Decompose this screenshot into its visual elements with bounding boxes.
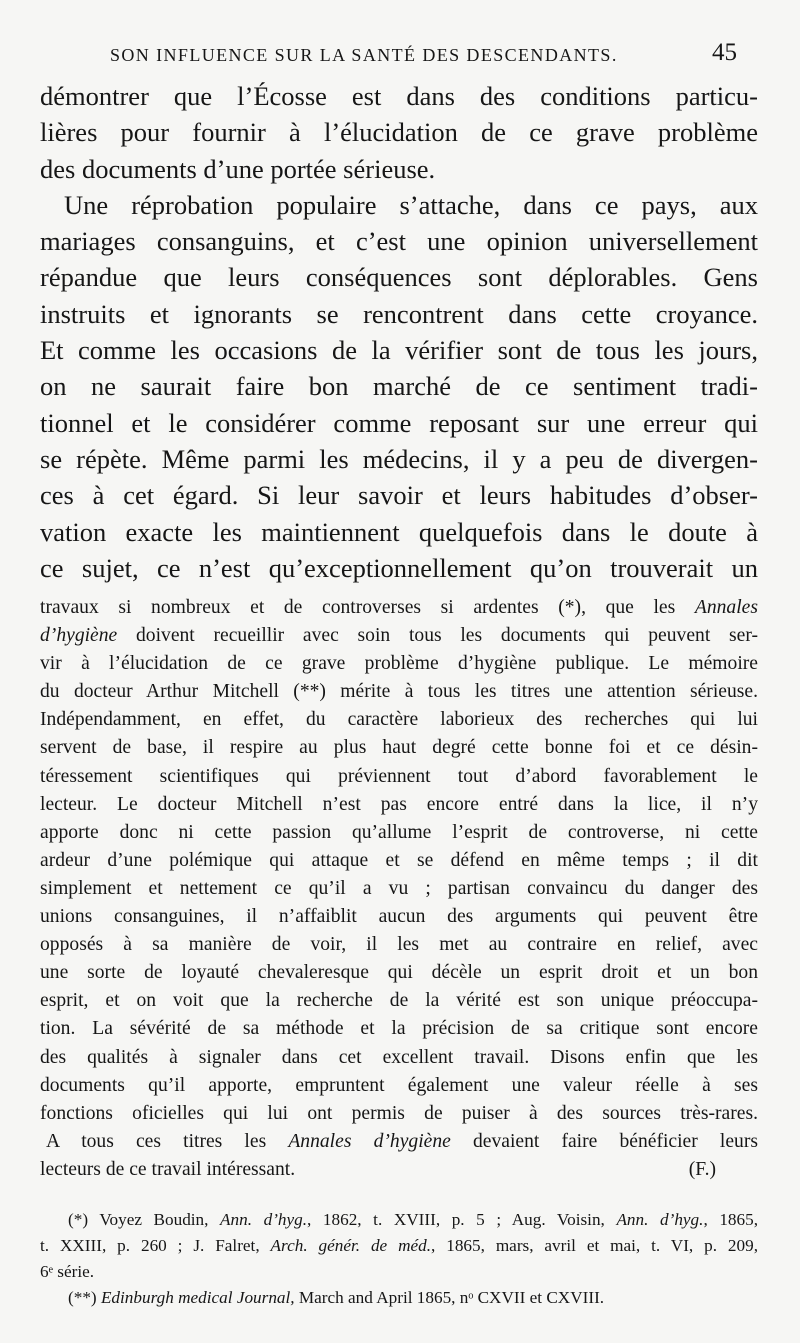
main-line: vation exacte les maintiennent quelquefois dans le doute à bbox=[40, 516, 758, 547]
note-line: simplement et nettement ce qu’il a vu ; partisan convaincu du danger des bbox=[40, 877, 758, 899]
main-line: Une réprobation populaire s’attache, dans ce pays, aux bbox=[64, 189, 758, 220]
note-line: fonctions oficielles qui lui ont permis de puiser à des sources très-rares. bbox=[40, 1102, 758, 1124]
note-line bbox=[40, 1156, 758, 1184]
note-text: lecteurs de ce travail intéressant. bbox=[40, 1158, 296, 1180]
note-italic: d’hygiène bbox=[40, 625, 118, 647]
inserted-note bbox=[40, 594, 758, 1184]
footnote-italic: Arch. génér. de méd. bbox=[270, 1236, 432, 1255]
note-line: Indépendamment, en effet, du caractère laborieux des recherches qui lui bbox=[40, 709, 758, 731]
main-line: des documents d’une portée sérieuse. bbox=[40, 153, 436, 184]
main-text bbox=[40, 78, 758, 586]
footnote-text: t. XXIII, p. 260 ; J. Falret, bbox=[40, 1236, 271, 1255]
footnote-italic: Ann. d’hyg. bbox=[616, 1210, 704, 1229]
main-line: instruits et ignorants se rencontrent dans cette croyance. bbox=[40, 298, 758, 329]
main-line: on ne saurait faire bon marché de ce sentiment tradi- bbox=[40, 371, 758, 402]
footnote-italic: Edinburgh medical Journal, bbox=[100, 1288, 295, 1307]
footnote-text: (**) bbox=[68, 1288, 101, 1307]
main-line: démontrer que l’Écosse est dans des conditions particu- bbox=[40, 81, 758, 111]
main-line: ces à cet égard. Si leur savoir et leurs habitudes d’obser- bbox=[40, 480, 758, 511]
footnote-line bbox=[40, 1233, 758, 1259]
note-line bbox=[40, 1128, 758, 1156]
note-line: opposés à sa manière de voir, il les met au contraire en relief, avec bbox=[40, 934, 758, 956]
note-line bbox=[40, 622, 758, 650]
note-line: des qualités à signaler dans cet excellent travail. Disons enfin que les bbox=[40, 1046, 758, 1068]
footnote-italic: Ann. d’hyg. bbox=[220, 1210, 308, 1229]
note-line: unions consanguines, il n’affaiblit aucun des arguments qui peuvent être bbox=[40, 906, 758, 928]
main-line: Et comme les occasions de la vérifier sont de tous les jours, bbox=[40, 335, 758, 366]
note-italic: Annales bbox=[694, 597, 758, 618]
note-text: A tous ces titres les bbox=[46, 1130, 289, 1152]
note-line: servent de base, il respire au plus haut degré cette bonne foi et ce désin- bbox=[40, 737, 758, 759]
footnote-line bbox=[40, 1285, 758, 1311]
main-line: répandue que leurs conséquences sont déplorables. Gens bbox=[40, 262, 758, 293]
note-line: ardeur d’une polémique qui attaque et se défend en même temps ; il dit bbox=[40, 849, 758, 871]
note-line: du docteur Arthur Mitchell (**) mérite à tous les titres une attention sérieuse. bbox=[40, 681, 758, 703]
footnote-text: March and April 1865, nᵒ CXVII et CXVIII. bbox=[294, 1288, 605, 1307]
footnote-text: , 1862, t. XVIII, p. 5 ; Aug. Voisin, bbox=[307, 1210, 617, 1229]
note-italic: Annales d’hygiène bbox=[288, 1130, 451, 1152]
note-line: lecteur. Le docteur Mitchell n’est pas encore entré dans la lice, il n’y bbox=[40, 793, 758, 815]
footnote-line bbox=[40, 1207, 758, 1233]
note-line: une sorte de loyauté chevaleresque qui décèle un esprit droit et un bon bbox=[40, 962, 758, 984]
running-head: SON INFLUENCE SUR LA SANTÉ DES DESCENDANTS. bbox=[110, 45, 618, 65]
note-line: documents qu’il apporte, empruntent également une valeur réelle à ses bbox=[40, 1074, 758, 1096]
note-signature: (F.) bbox=[688, 1158, 716, 1180]
note-line: apporte donc ni cette passion qu’allume l’esprit de controverse, ni cette bbox=[40, 821, 758, 843]
note-text: travaux si nombreux et de controverses si ardentes (*), que les bbox=[40, 597, 695, 618]
footnote-text: , 1865, bbox=[703, 1210, 758, 1229]
page-number: 45 bbox=[712, 39, 737, 66]
footnote-text: , 1865, mars, avril et mai, t. VI, p. 209, bbox=[431, 1236, 759, 1255]
note-line: tion. La sévérité de sa méthode et la précision de sa critique sont encore bbox=[40, 1018, 758, 1040]
footnote-line: 6ᵉ série. bbox=[40, 1262, 95, 1281]
footnote-text: (*) Voyez Boudin, bbox=[68, 1210, 221, 1229]
main-line: lières pour fournir à l’élucidation de ce grave problème bbox=[40, 117, 758, 148]
main-line: ce sujet, ce n’est qu’exceptionnellement qu’on trouverait un bbox=[40, 552, 758, 583]
footnotes bbox=[40, 1207, 758, 1311]
note-text: doivent recueillir avec soin tous les documents qui peuvent ser- bbox=[117, 625, 758, 647]
note-line: vir à l’élucidation de ce grave problème d’hygiène publique. Le mémoire bbox=[40, 653, 758, 675]
main-line: mariages consanguins, et c’est une opinion universellement bbox=[40, 226, 758, 257]
note-text: devaient faire bénéficier leurs bbox=[450, 1130, 758, 1152]
note-line: téressement scientifiques qui préviennent tout d’abord favorablement le bbox=[40, 765, 758, 787]
main-line: tionnel et le considérer comme reposant sur une erreur qui bbox=[40, 407, 758, 438]
note-line: esprit, et on voit que la recherche de la vérité est son unique préoccupa- bbox=[40, 990, 758, 1012]
note-line bbox=[40, 594, 758, 622]
main-line: se répète. Même parmi les médecins, il y a peu de divergen- bbox=[40, 443, 758, 474]
